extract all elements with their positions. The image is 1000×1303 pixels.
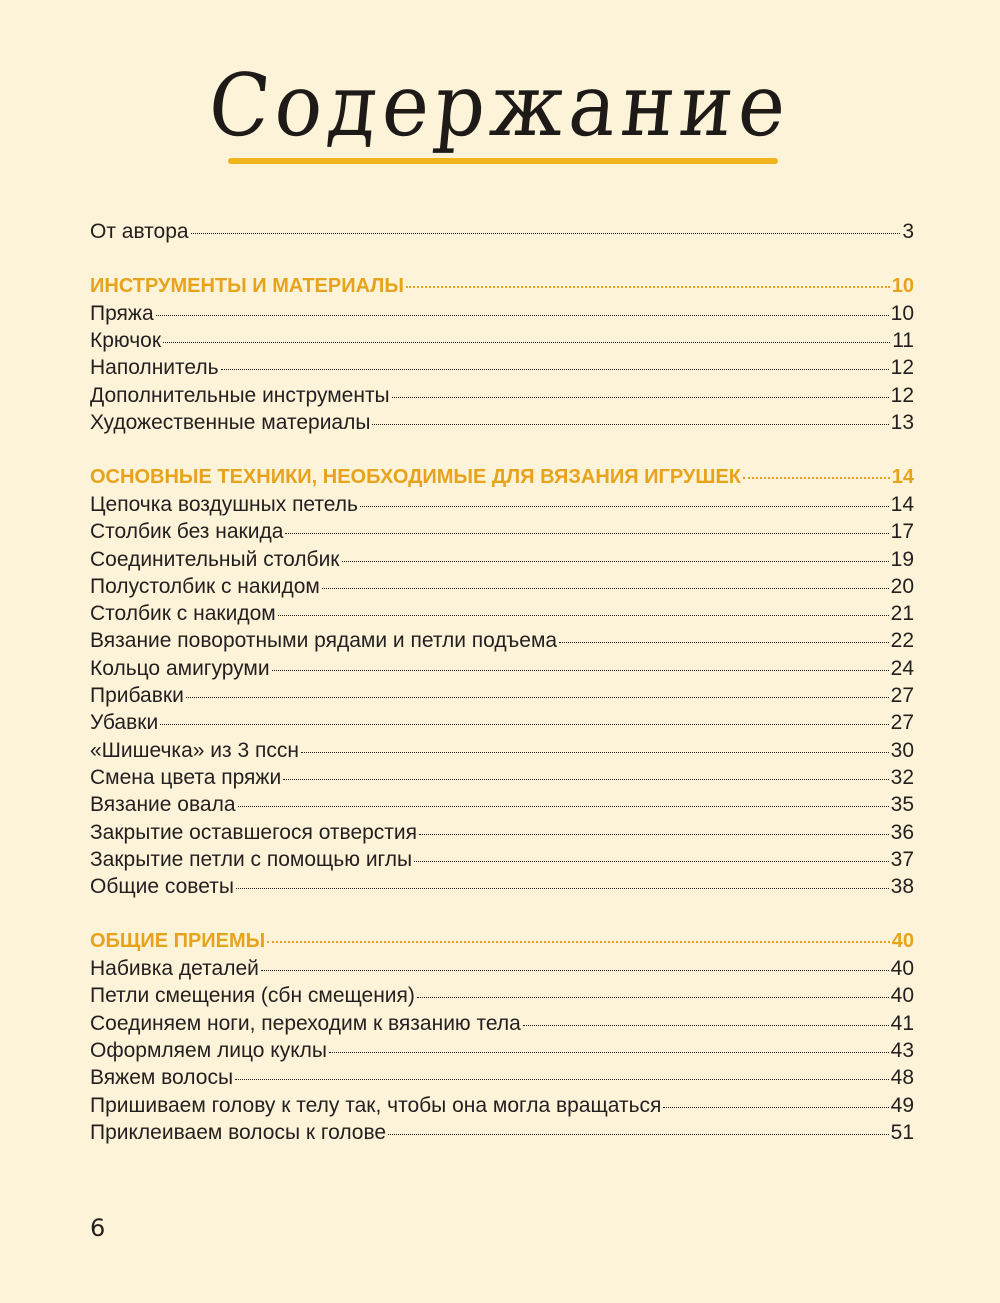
toc-entry-label: «Шишечка» из 3 пссн — [90, 738, 299, 762]
toc-entry-label: Столбик без накида — [90, 520, 284, 544]
toc-section-heading[interactable] — [90, 273, 914, 300]
toc-entry-label: Закрытие оставшегося отверстия — [90, 820, 418, 844]
dot-leader — [191, 233, 901, 234]
dot-leader — [523, 1025, 889, 1026]
dot-leader — [261, 970, 889, 971]
toc-entry-page: 10 — [890, 301, 914, 325]
toc-entry-page: 11 — [892, 329, 914, 353]
toc-entry-page: 27 — [890, 711, 914, 735]
toc-entry-label: Дополнительные инструменты — [90, 383, 390, 407]
dot-leader — [278, 615, 889, 616]
toc-entry-page: 12 — [890, 356, 914, 380]
toc-entry-label: Пришиваем голову к телу так, чтобы она могла вращаться — [90, 1093, 662, 1117]
toc-entry[interactable] — [90, 627, 914, 654]
toc-entry-page: 35 — [890, 793, 914, 817]
toc-entry-page: 12 — [890, 383, 914, 407]
toc-entry-label: Крючок — [90, 329, 162, 353]
toc-entry-label: Набивка деталей — [90, 957, 259, 981]
dot-leader — [160, 724, 888, 725]
dot-leader — [267, 941, 889, 943]
toc-entry[interactable] — [90, 955, 914, 982]
toc-entry-page: 43 — [890, 1038, 914, 1062]
toc-entry-page: 40 — [890, 984, 914, 1008]
dot-leader — [301, 752, 889, 753]
toc-entry-label: Оформляем лицо куклы — [90, 1038, 327, 1062]
toc-entry-label: Петли смещения (сбн смещения) — [90, 984, 415, 1008]
toc-entry[interactable] — [90, 873, 914, 900]
dot-leader — [329, 1052, 889, 1053]
toc-entry[interactable] — [90, 1064, 914, 1091]
toc-entry-label: Прибавки — [90, 684, 184, 708]
toc-entry-label: От автора — [90, 220, 189, 243]
toc-entry[interactable] — [90, 300, 914, 327]
dot-leader — [235, 1079, 889, 1080]
dot-leader — [156, 315, 889, 316]
page-title: Содержание — [204, 56, 796, 156]
section-title: ИНСТРУМЕНТЫ И МАТЕРИАЛЫ — [90, 274, 404, 297]
toc-entry-page: 13 — [890, 411, 914, 435]
toc-entry-intro[interactable] — [90, 218, 914, 245]
toc-entry-label: Убавки — [90, 711, 159, 735]
dot-leader — [272, 670, 889, 671]
toc-entry-label: Закрытие петли с помощью иглы — [90, 847, 413, 871]
table-of-contents — [90, 218, 914, 1146]
toc-entry-page: 17 — [890, 520, 914, 544]
toc-entry[interactable] — [90, 1092, 914, 1119]
section-title: ОБЩИЕ ПРИЕМЫ — [90, 929, 266, 952]
toc-entry[interactable] — [90, 1119, 914, 1146]
toc-entry-page: 3 — [902, 220, 914, 243]
toc-entry-page: 14 — [890, 492, 914, 516]
toc-entry-label: Смена цвета пряжи — [90, 765, 282, 789]
toc-entry-page: 38 — [890, 875, 914, 899]
toc-entry-label: Художественные материалы — [90, 411, 371, 435]
toc-entry[interactable] — [90, 1010, 914, 1037]
toc-entry-page: 51 — [890, 1120, 914, 1144]
toc-entry-page: 22 — [890, 629, 914, 653]
toc-entry[interactable] — [90, 409, 914, 436]
toc-entry-page: 36 — [890, 820, 914, 844]
dot-leader — [388, 1134, 889, 1135]
toc-entry-label: Вязание овала — [90, 793, 236, 817]
dot-leader — [221, 369, 889, 370]
toc-entry-page: 24 — [890, 656, 914, 680]
section-page: 40 — [891, 929, 914, 952]
toc-entry[interactable] — [90, 354, 914, 381]
toc-entry-label: Полустолбик с накидом — [90, 574, 320, 598]
page-number: 6 — [90, 1214, 106, 1242]
toc-entry[interactable] — [90, 600, 914, 627]
toc-entry-page: 21 — [890, 602, 914, 626]
toc-entry[interactable] — [90, 573, 914, 600]
dot-leader — [392, 397, 889, 398]
toc-entry-page: 49 — [890, 1093, 914, 1117]
toc-entry-label: Соединяем ноги, переходим к вязанию тела — [90, 1011, 521, 1035]
toc-entry[interactable] — [90, 791, 914, 818]
toc-entry[interactable] — [90, 737, 914, 764]
toc-entry-label: Цепочка воздушных петель — [90, 492, 358, 516]
dot-leader — [342, 561, 889, 562]
section-title: ОСНОВНЫЕ ТЕХНИКИ, НЕОБХОДИМЫЕ ДЛЯ ВЯЗАНИЯ ИГРУШЕК — [90, 465, 741, 488]
toc-entry[interactable] — [90, 764, 914, 791]
toc-entry-label: Вязание поворотными рядами и петли подъема — [90, 629, 558, 653]
dot-leader — [414, 861, 889, 862]
toc-entry[interactable] — [90, 682, 914, 709]
section-page: 14 — [891, 465, 914, 488]
toc-entry-page: 48 — [890, 1066, 914, 1090]
dot-leader — [360, 506, 889, 507]
toc-entry-label: Общие советы — [90, 875, 234, 899]
toc-entry-page: 20 — [890, 574, 914, 598]
toc-entry-page: 41 — [890, 1011, 914, 1035]
dot-leader — [743, 477, 890, 479]
dot-leader — [285, 533, 888, 534]
toc-entry-label: Приклеиваем волосы к голове — [90, 1120, 387, 1144]
dot-leader — [322, 588, 889, 589]
toc-section-heading[interactable] — [90, 464, 914, 491]
dot-leader — [406, 286, 890, 288]
dot-leader — [163, 342, 890, 343]
section-page: 10 — [891, 274, 914, 297]
toc-section-heading[interactable] — [90, 928, 914, 955]
toc-entry-label: Наполнитель — [90, 356, 219, 380]
toc-entry-label: Соединительный столбик — [90, 547, 340, 571]
toc-entry[interactable] — [90, 518, 914, 545]
toc-entry[interactable] — [90, 819, 914, 846]
toc-entry[interactable] — [90, 846, 914, 873]
toc-entry-page: 27 — [890, 684, 914, 708]
toc-entry-label: Вяжем волосы — [90, 1066, 234, 1090]
toc-entry[interactable] — [90, 491, 914, 518]
toc-entry-page: 40 — [890, 957, 914, 981]
toc-entry-page: 37 — [890, 847, 914, 871]
dot-leader — [186, 697, 889, 698]
toc-entry-page: 30 — [890, 738, 914, 762]
dot-leader — [417, 997, 889, 998]
toc-entry-label: Столбик с накидом — [90, 602, 276, 626]
dot-leader — [419, 834, 889, 835]
dot-leader — [238, 806, 889, 807]
toc-entry[interactable] — [90, 982, 914, 1009]
dot-leader — [559, 642, 889, 643]
toc-entry[interactable] — [90, 709, 914, 736]
toc-entry[interactable] — [90, 655, 914, 682]
dot-leader — [663, 1107, 888, 1108]
dot-leader — [236, 888, 889, 889]
toc-entry[interactable] — [90, 382, 914, 409]
toc-entry[interactable] — [90, 546, 914, 573]
toc-entry[interactable] — [90, 1037, 914, 1064]
toc-entry-page: 19 — [890, 547, 914, 571]
toc-entry-label: Пряжа — [90, 301, 154, 325]
toc-entry-page: 32 — [890, 765, 914, 789]
title-underline — [228, 158, 778, 164]
dot-leader — [283, 779, 888, 780]
toc-entry-label: Кольцо амигуруми — [90, 656, 270, 680]
toc-entry[interactable] — [90, 327, 914, 354]
dot-leader — [372, 424, 888, 425]
